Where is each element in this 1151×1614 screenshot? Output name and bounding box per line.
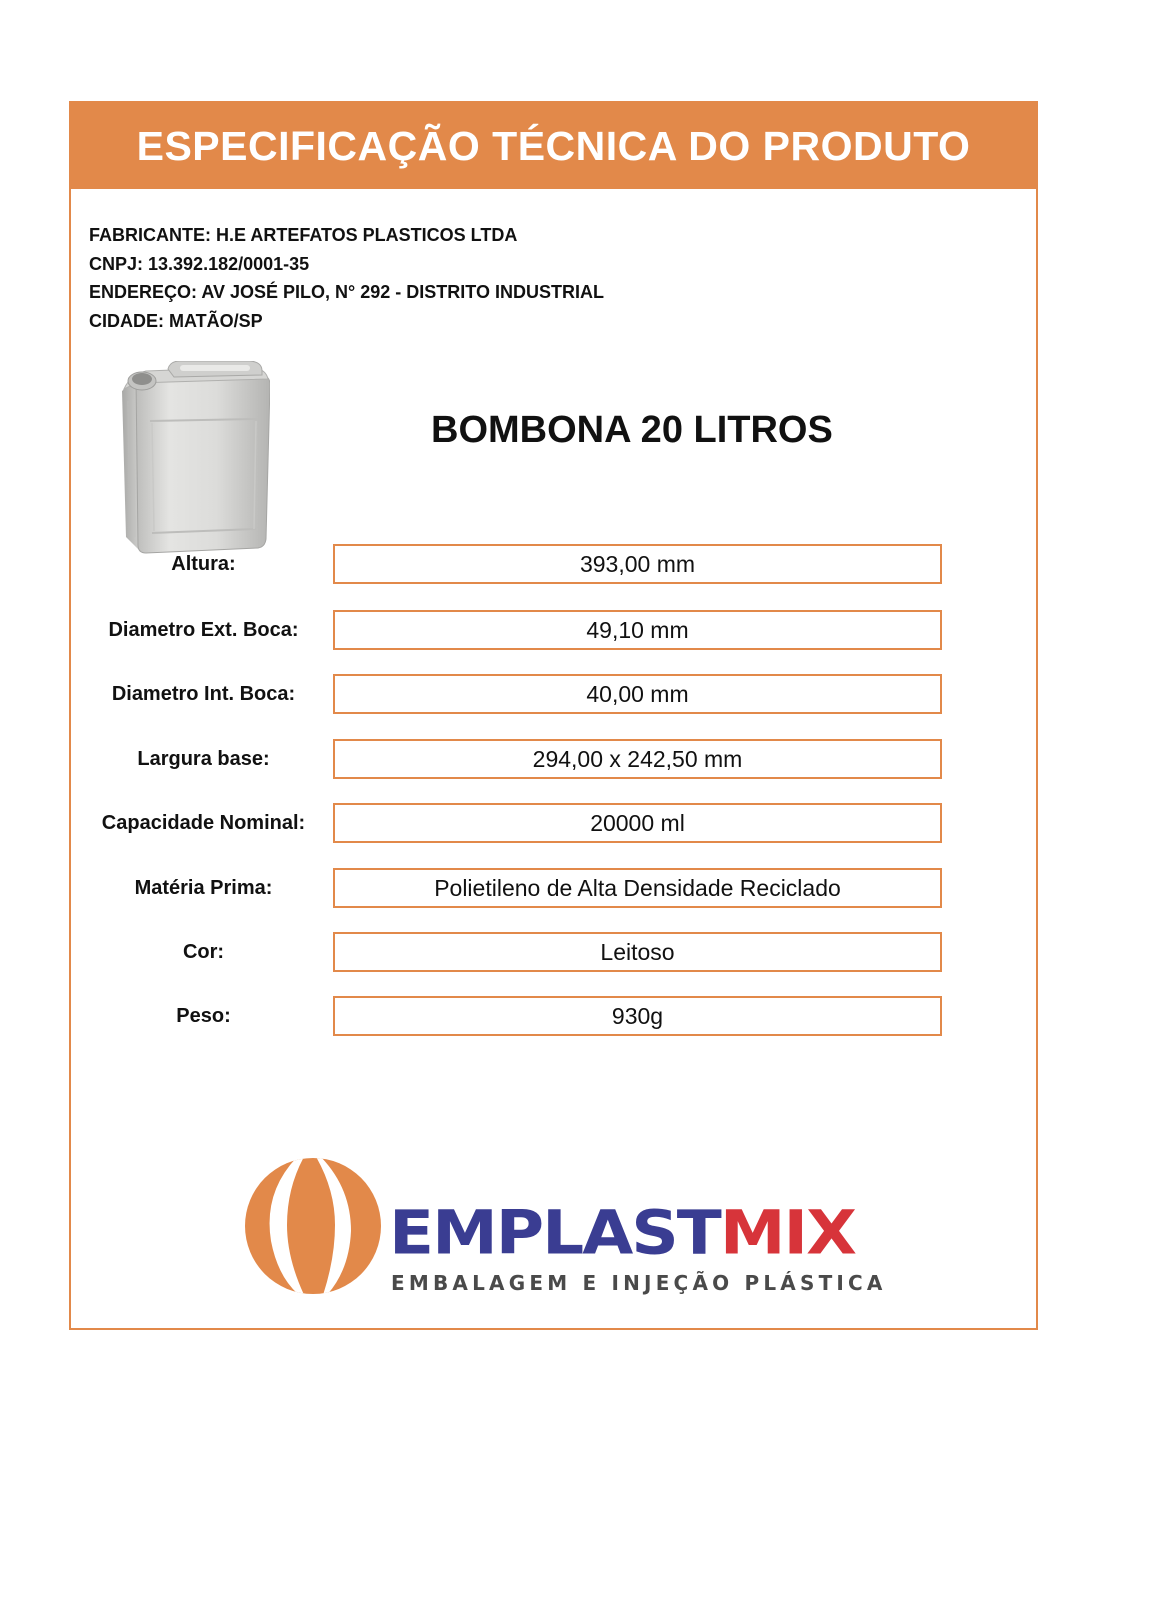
brand-tagline: EMBALAGEM E INJEÇÃO PLÁSTICA	[391, 1271, 887, 1295]
spec-row-diametro-int	[71, 674, 1036, 714]
spec-label: Diametro Int. Boca:	[111, 682, 296, 705]
brand-name-part-b: MIX	[719, 1197, 855, 1269]
spec-row-capacidade	[71, 803, 1036, 843]
manufacturer-city: CIDADE: MATÃO/SP	[89, 310, 263, 331]
globe-logo-icon	[241, 1151, 391, 1301]
spec-row-diametro-ext	[71, 610, 1036, 650]
spec-sheet	[69, 101, 1038, 1330]
jerrycan-icon	[116, 361, 270, 561]
spec-value: Leitoso	[333, 932, 942, 972]
product-title: BOMBONA 20 LITROS	[431, 409, 833, 451]
spec-value: 40,00 mm	[333, 674, 942, 714]
spec-value: 393,00 mm	[333, 544, 942, 584]
spec-value: 20000 ml	[333, 803, 942, 843]
spec-value: 930g	[333, 996, 942, 1036]
brand-logo	[241, 1151, 887, 1301]
spec-row-altura	[71, 544, 1036, 584]
brand-name	[389, 1197, 855, 1269]
spec-row-peso	[71, 996, 1036, 1036]
page-title: ESPECIFICAÇÃO TÉCNICA DO PRODUTO	[136, 122, 971, 169]
spec-value: Polietileno de Alta Densidade Reciclado	[333, 868, 942, 908]
spec-label: Peso:	[176, 1004, 231, 1027]
manufacturer-cnpj: CNPJ: 13.392.182/0001-35	[89, 253, 310, 274]
manufacturer-name: FABRICANTE: H.E ARTEFATOS PLASTICOS LTDA	[89, 225, 518, 245]
header-bar	[71, 103, 1036, 189]
spec-label: Capacidade Nominal:	[101, 811, 306, 834]
spec-label: Diametro Ext. Boca:	[108, 618, 299, 641]
spec-value: 294,00 x 242,50 mm	[333, 739, 942, 779]
brand-name-part-a: EMPLAST	[389, 1197, 720, 1269]
manufacturer-info	[89, 221, 604, 335]
spec-row-materia-prima	[71, 868, 1036, 908]
spec-label: Altura:	[171, 552, 236, 575]
spec-row-cor	[71, 932, 1036, 972]
spec-row-largura-base	[71, 739, 1036, 779]
spec-label: Cor:	[182, 940, 225, 963]
spec-label: Largura base:	[137, 747, 270, 770]
spec-value: 49,10 mm	[333, 610, 942, 650]
spec-label: Matéria Prima:	[134, 876, 273, 899]
manufacturer-address: ENDEREÇO: AV JOSÉ PILO, N° 292 - DISTRITO INDUSTRIAL	[89, 282, 604, 302]
